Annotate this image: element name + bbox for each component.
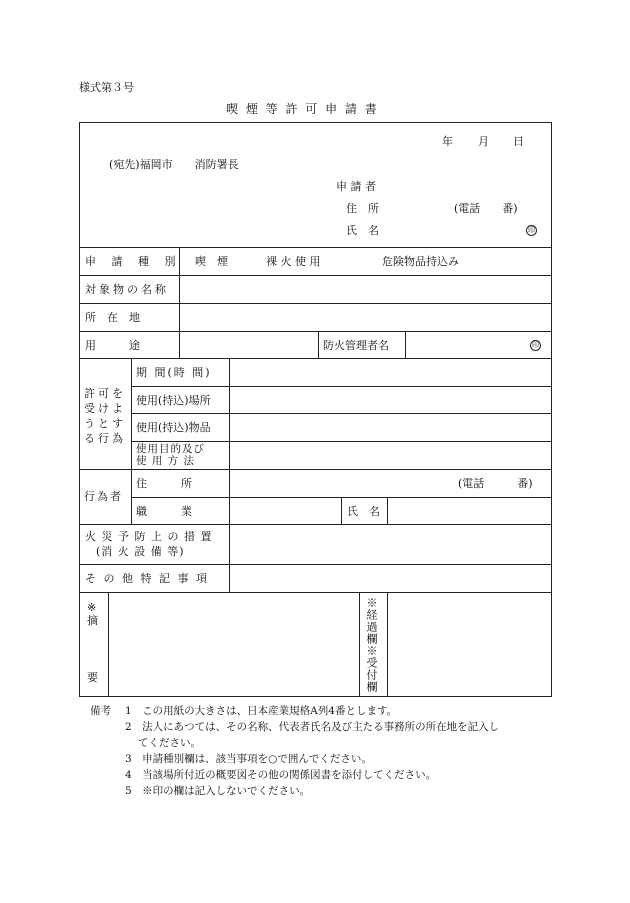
summary-label-top: 摘 <box>87 614 98 627</box>
date-day-label: 日 <box>513 135 524 148</box>
rule <box>79 469 552 470</box>
fire-prevention-label-line2: (消 火 設 備 等) <box>96 545 185 558</box>
note-item: 1 この用紙の大きさは、日本産業規格A列4番とします。 <box>125 705 398 717</box>
note-item: てください。 <box>138 737 201 749</box>
location-label: 所 在 地 <box>85 311 140 324</box>
use-item-field[interactable] <box>231 415 551 440</box>
rule <box>108 592 109 697</box>
note-item: 3 申請種別欄は、該当事項を○で囲んでください。 <box>125 753 372 765</box>
actor-name-label: 氏 名 <box>347 505 380 518</box>
rule <box>341 497 342 524</box>
object-name-label: 対象物の名称 <box>85 283 169 296</box>
note-item: 5 ※印の欄は記入しないでください。 <box>125 785 311 797</box>
fire-manager-label: 防火管理者名 <box>323 339 389 352</box>
actor-phone-label: (電話 番) <box>458 477 533 490</box>
type-option-open-fire[interactable]: 裸 火 使 用 <box>266 255 321 268</box>
rule <box>79 303 552 304</box>
note-item: 2 法人にあつては、その名称、代表者氏名及び主たる事務所の所在地を記入し <box>125 721 500 733</box>
actor-address-label: 住 所 <box>136 477 196 490</box>
rule <box>405 331 406 358</box>
summary-mark: ※ <box>87 601 97 614</box>
rule <box>131 358 132 524</box>
progress-field[interactable] <box>389 594 551 695</box>
permit-group-label: 許可を受けようとする行為 <box>84 387 126 445</box>
applicant-phone-label: (電話 番) <box>454 202 518 215</box>
actor-job-label: 職 業 <box>136 505 196 518</box>
purpose-label-line1: 使用目的及び <box>136 443 205 455</box>
rule <box>131 413 552 414</box>
rule <box>387 592 388 697</box>
fire-manager-field[interactable] <box>407 333 522 357</box>
rule <box>131 441 552 442</box>
use-item-label: 使用(持込)物品 <box>136 421 211 434</box>
usage-field[interactable] <box>181 333 317 357</box>
form-number: 様式第３号 <box>79 81 134 94</box>
rule <box>229 358 230 592</box>
object-name-field[interactable] <box>181 277 551 302</box>
actor-label: 行為者 <box>84 490 123 503</box>
use-place-label: 使用(持込)場所 <box>136 394 211 407</box>
summary-field[interactable] <box>110 594 358 695</box>
rule <box>79 592 552 593</box>
note-item: 4 当該場所付近の概要図その他の関係図書を添付してください。 <box>125 769 437 781</box>
application-type-label: 申 請 種 別 <box>85 255 182 268</box>
rule <box>79 247 552 248</box>
purpose-field[interactable] <box>231 443 551 468</box>
usage-label: 用 途 <box>85 339 140 352</box>
fire-prevention-field[interactable] <box>231 526 551 563</box>
other-notes-label: そ の 他 特 記 事 項 <box>85 572 209 585</box>
rule <box>79 564 552 565</box>
rule <box>131 386 552 387</box>
summary-label-bottom: 要 <box>87 671 98 684</box>
location-field[interactable] <box>181 305 551 330</box>
actor-name-field[interactable] <box>389 499 551 523</box>
period-label: 期 間(時 間) <box>136 366 212 379</box>
rule <box>387 497 388 524</box>
purpose-label-line2: 使 用 方 法 <box>136 455 196 467</box>
fire-manager-seal-icon: 印 <box>532 341 539 349</box>
actor-address-field[interactable] <box>231 471 451 496</box>
rule <box>359 592 360 697</box>
date-month-label: 月 <box>478 135 489 148</box>
actor-job-field[interactable] <box>231 499 340 523</box>
addressee: (宛先)福岡市 消防署長 <box>109 158 239 171</box>
period-field[interactable] <box>231 360 551 385</box>
rule <box>318 331 319 358</box>
applicant-label: 申 請 者 <box>336 180 376 193</box>
form-title: 喫 煙 等 許 可 申 請 書 <box>226 102 379 116</box>
notes-heading: 備考 <box>90 705 111 717</box>
type-option-hazardous[interactable]: 危険物品持込み <box>382 255 459 268</box>
other-notes-field[interactable] <box>231 566 551 591</box>
rule <box>79 358 552 359</box>
applicant-address-label: 住 所 <box>346 202 379 215</box>
progress-label: ※経過欄※受付欄 <box>365 597 378 693</box>
applicant-name-label: 氏 名 <box>346 224 379 237</box>
date-year-label: 年 <box>442 135 453 148</box>
rule <box>79 331 552 332</box>
rule <box>79 524 552 525</box>
applicant-seal-icon: 印 <box>528 226 535 234</box>
type-option-smoking[interactable]: 喫 煙 <box>195 255 228 268</box>
fire-prevention-label-line1: 火 災 予 防 上 の 措 置 <box>85 530 213 543</box>
rule <box>79 275 552 276</box>
use-place-field[interactable] <box>231 388 551 412</box>
